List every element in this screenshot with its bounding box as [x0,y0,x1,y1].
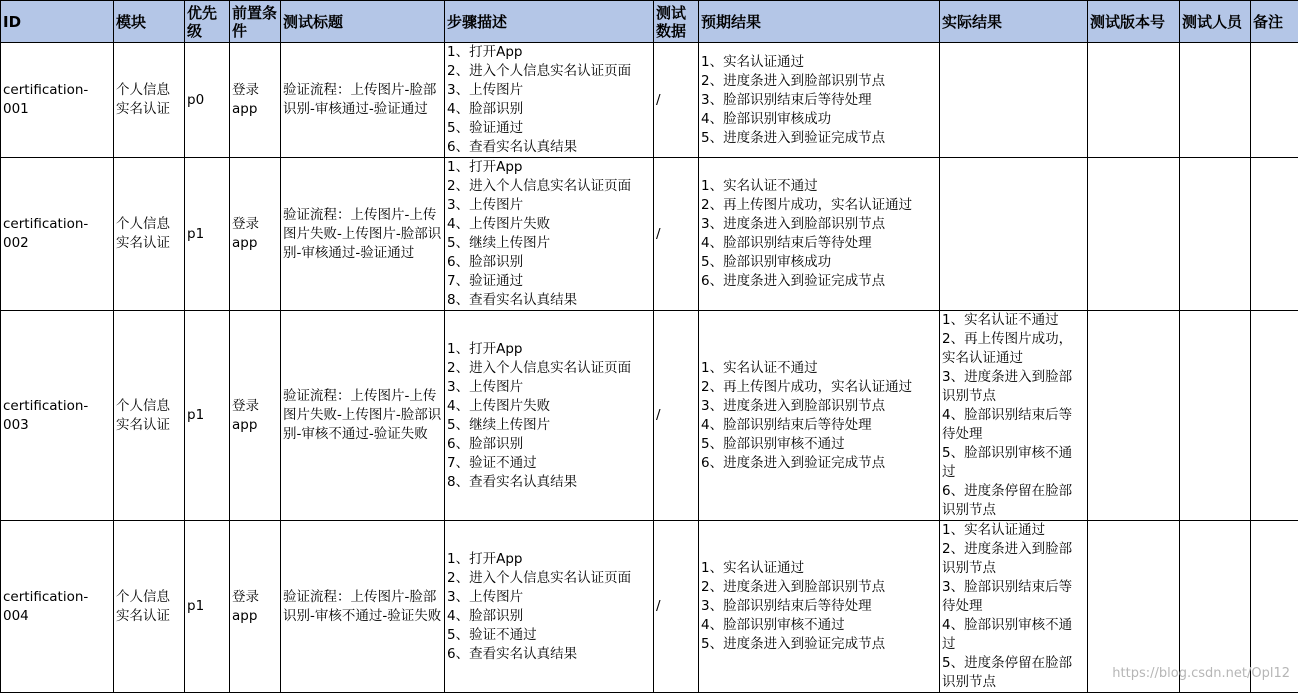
cell-steps: 1、打开App 2、进入个人信息实名认证页面 3、上传图片 4、上传图片失败 5、继续上传图片 6、脸部识别 7、验证不通过 8、查看实名认真结果 [445,311,654,521]
cell-version [1088,158,1180,311]
cell-expected: 1、实名认证通过 2、进度条进入到脸部识别节点 3、脸部识别结束后等待处理 4、脸部识别审核不通过 5、进度条进入到验证完成节点 [699,521,940,693]
cell-priority: p1 [185,158,230,311]
cell-tester [1180,43,1251,158]
header-test-data: 测试数据 [654,1,699,43]
table-row [1,311,1298,521]
header-id: ID [1,1,114,43]
header-row [1,1,1298,43]
cell-remark [1251,43,1298,158]
cell-precondition: 登录app [230,43,281,158]
cell-module: 个人信息实名认证 [114,311,185,521]
cell-steps: 1、打开App 2、进入个人信息实名认证页面 3、上传图片 4、脸部识别 5、验证通过 6、查看实名认真结果 [445,43,654,158]
cell-test-data: / [654,158,699,311]
header-expected: 预期结果 [699,1,940,43]
cell-title: 验证流程：上传图片-脸部识别-审核不通过-验证失败 [281,521,445,693]
cell-precondition: 登录app [230,521,281,693]
header-precondition: 前置条件 [230,1,281,43]
cell-module: 个人信息实名认证 [114,521,185,693]
cell-id: certification-001 [1,43,114,158]
cell-version [1088,43,1180,158]
cell-steps: 1、打开App 2、进入个人信息实名认证页面 3、上传图片 4、上传图片失败 5、继续上传图片 6、脸部识别 7、验证通过 8、查看实名认真结果 [445,158,654,311]
cell-title: 验证流程：上传图片-脸部识别-审核通过-验证通过 [281,43,445,158]
cell-precondition: 登录app [230,158,281,311]
cell-expected: 1、实名认证通过 2、进度条进入到脸部识别节点 3、脸部识别结束后等待处理 4、脸部识别审核成功 5、进度条进入到验证完成节点 [699,43,940,158]
cell-title: 验证流程：上传图片-上传图片失败-上传图片-脸部识别-审核不通过-验证失败 [281,311,445,521]
cell-module: 个人信息实名认证 [114,43,185,158]
table-row [1,158,1298,311]
cell-tester [1180,311,1251,521]
cell-precondition: 登录app [230,311,281,521]
cell-actual: 1、实名认证不通过 2、再上传图片成功，实名认证通过 3、进度条进入到脸部识别节点 4、脸部识别结束后等待处理 5、脸部识别审核不通过 6、进度条停留在脸部识别节点 [940,311,1088,521]
cell-version [1088,311,1180,521]
cell-remark [1251,158,1298,311]
header-actual: 实际结果 [940,1,1088,43]
table-row [1,43,1298,158]
cell-remark [1251,311,1298,521]
watermark: https://blog.csdn.net/Opl12 [1112,666,1290,681]
cell-priority: p1 [185,311,230,521]
cell-test-data: / [654,43,699,158]
cell-id: certification-004 [1,521,114,693]
cell-expected: 1、实名认证不通过 2、再上传图片成功，实名认证通过 3、进度条进入到脸部识别节点 4、脸部识别结束后等待处理 5、脸部识别审核成功 6、进度条进入到验证完成节点 [699,158,940,311]
table-row [1,521,1298,693]
cell-priority: p0 [185,43,230,158]
cell-test-data: / [654,521,699,693]
cell-steps: 1、打开App 2、进入个人信息实名认证页面 3、上传图片 4、脸部识别 5、验证不通过 6、查看实名认真结果 [445,521,654,693]
cell-module: 个人信息实名认证 [114,158,185,311]
cell-actual: 1、实名认证通过 2、进度条进入到脸部识别节点 3、脸部识别结束后等待处理 4、脸部识别审核不通过 5、进度条停留在脸部识别节点 [940,521,1088,693]
cell-id: certification-003 [1,311,114,521]
cell-tester [1180,158,1251,311]
cell-id: certification-002 [1,158,114,311]
cell-title: 验证流程：上传图片-上传图片失败-上传图片-脸部识别-审核通过-验证通过 [281,158,445,311]
cell-expected: 1、实名认证不通过 2、再上传图片成功，实名认证通过 3、进度条进入到脸部识别节点 4、脸部识别结束后等待处理 5、脸部识别审核不通过 6、进度条进入到验证完成节点 [699,311,940,521]
header-remark: 备注 [1251,1,1298,43]
header-title: 测试标题 [281,1,445,43]
cell-actual [940,43,1088,158]
cell-priority: p1 [185,521,230,693]
header-steps: 步骤描述 [445,1,654,43]
header-version: 测试版本号 [1088,1,1180,43]
header-tester: 测试人员 [1180,1,1251,43]
header-priority: 优先级 [185,1,230,43]
cell-actual [940,158,1088,311]
header-module: 模块 [114,1,185,43]
cell-test-data: / [654,311,699,521]
